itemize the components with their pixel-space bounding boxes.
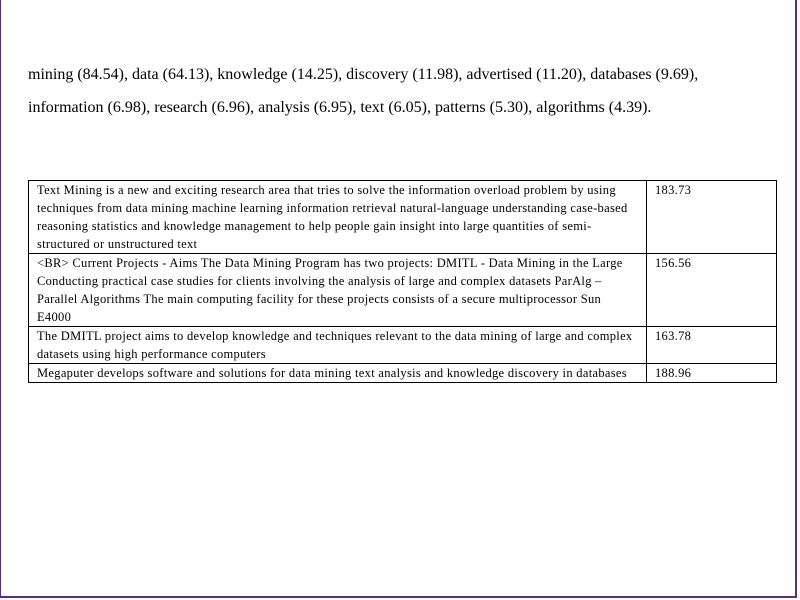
results-table [28, 180, 777, 383]
result-score: 163.78 [647, 327, 777, 364]
result-score: 188.96 [647, 364, 777, 383]
result-description: Text Mining is a new and exciting research area that tries to solve the information overload problem by using techniques from data mining machine learning information retrieval natural-language understanding case-based reasoning statistics and knowledge management to help people gain insight into large quantities of semi-structured or unstructured text [29, 181, 647, 254]
table-row [29, 254, 777, 327]
result-description: <BR> Current Projects - Aims The Data Mining Program has two projects: DMITL - Data Mining in the Large Conducting practical case studies for clients involving the analysis of large and complex datasets ParAlg – Parallel Algorithms The main computing facility for these projects consists of a secure multiprocessor Sun E4000 [29, 254, 647, 327]
keyword-weights-text: mining (84.54), data (64.13), knowledge (14.25), discovery (11.98), advertised (11.20), databases (9.69), information (6.98), research (6.96), analysis (6.95), text (6.05), patterns (5.30), algorithms (4.39). [28, 66, 699, 116]
result-description: The DMITL project aims to develop knowledge and techniques relevant to the data mining of large and complex datasets using high performance computers [29, 327, 647, 364]
result-description: Megaputer develops software and solutions for data mining text analysis and knowledge discovery in databases [29, 364, 647, 383]
table-row [29, 327, 777, 364]
result-score: 183.73 [647, 181, 777, 254]
table-row [29, 364, 777, 383]
result-score: 156.56 [647, 254, 777, 327]
table-row [29, 181, 777, 254]
